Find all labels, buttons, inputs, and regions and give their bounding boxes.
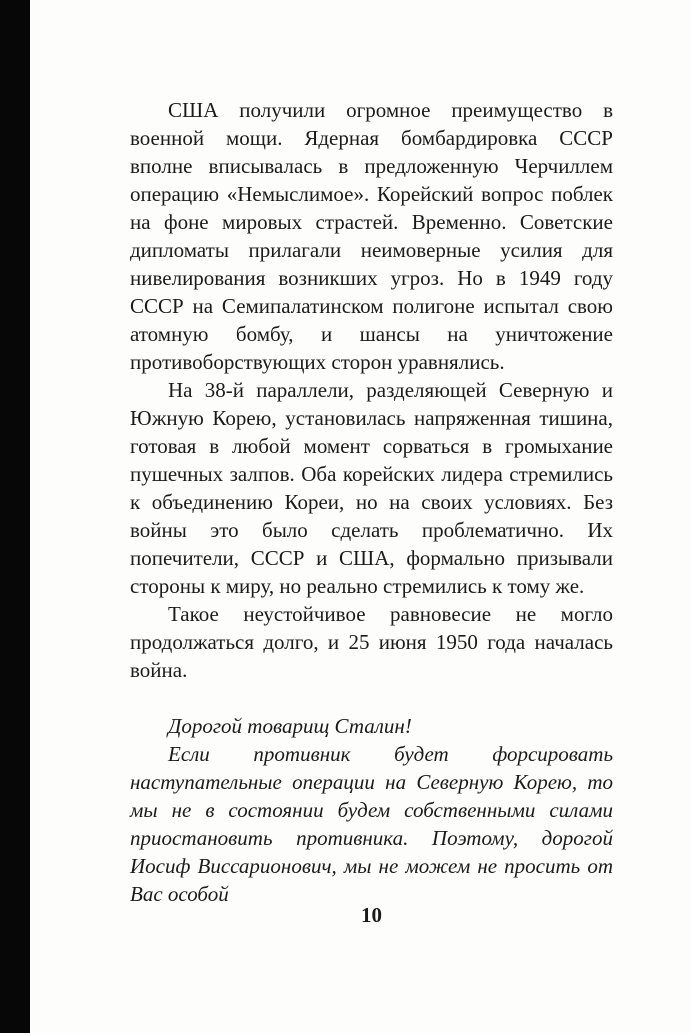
paragraph: Такое неустойчивое равновесие не могло продолжаться долго, и 25 июня 1950 года началась война. bbox=[130, 602, 613, 682]
paragraph: На 38-й параллели, разделяющей Северную и Южную Корею, установилась напряженная тишина, готовая в любой момент сорваться в громыхание пушечных залпов. Оба корейских лидера стремились к объединению Кореи, но на своих условиях. Без войны это было сделать проблематично. Их попечители, СССР и США, формально призывали стороны к миру, но реально стремились к тому же. bbox=[130, 378, 613, 598]
page-number: 10 bbox=[361, 903, 382, 927]
paragraph: Дорогой товарищ Сталин! bbox=[168, 714, 412, 738]
paragraph: Если противник будет форсировать наступательные операции на Северную Корею, то мы не в состоянии будем собственными силами приостановить противника. Поэтому, дорогой Иосиф Виссарионович, мы не можем не просить от Вас особой bbox=[130, 742, 613, 906]
book-spine-black-edge bbox=[0, 0, 30, 1033]
paragraph: США получили огромное преимущество в военной мощи. Ядерная бомбардировка СССР вполне вписывалась в предложенную Черчиллем операцию «Немыслимое». Корейский вопрос поблек на фоне мировых страстей. Временно. Советские дипломаты прилагали неимоверные усилия для нивелирования возникших угроз. Но в 1949 году СССР на Семипалатинском полигоне испытал свою атомную бомбу, и шансы на уничтожение противоборствующих сторон уравнялись. bbox=[130, 98, 613, 374]
page-text bbox=[130, 96, 613, 908]
